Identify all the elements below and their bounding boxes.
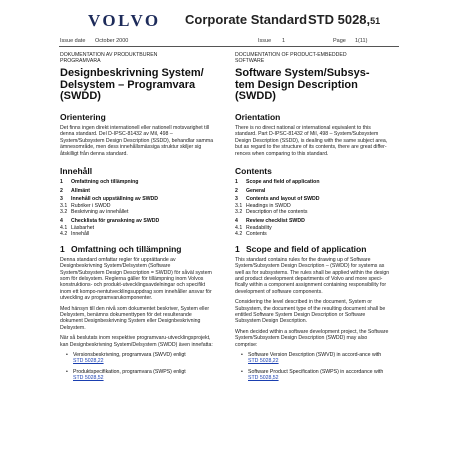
toc-item[interactable] bbox=[60, 188, 215, 195]
toc-label: Review checklist SWDD bbox=[246, 217, 305, 224]
issue-date-label: Issue date bbox=[60, 38, 86, 44]
toc-number: 3.1 bbox=[235, 202, 243, 209]
table-of-contents bbox=[235, 179, 390, 238]
toc-label: Scope and field of application bbox=[246, 178, 320, 185]
toc-number: 4 bbox=[60, 217, 63, 224]
toc-number: 3 bbox=[60, 196, 63, 203]
toc-item[interactable] bbox=[235, 231, 390, 238]
std-link[interactable]: STD 5028,52 bbox=[248, 375, 279, 382]
toc-heading: Contents bbox=[235, 165, 272, 176]
orientation-text: There is no direct national or international equivalent to this standard. Part D-IPSC-81432 of Mil, 498 – System/Subsystem Design Description (SSDD), is dealing with the same subject area, but as regard to the structure of its contents, there are great differ-rences when comparing to this standard. bbox=[235, 124, 388, 157]
std-link[interactable]: STD 5028,22 bbox=[73, 358, 104, 365]
section-title: Omfattning och tillämpning bbox=[71, 243, 182, 254]
toc-item[interactable] bbox=[60, 196, 215, 203]
orientation-heading: Orientation bbox=[235, 111, 281, 122]
issue-label: Issue bbox=[258, 38, 272, 44]
section-number: 1 bbox=[60, 243, 65, 254]
toc-number: 3.2 bbox=[60, 209, 68, 216]
body-paragraph: When decided within a software development project, the Software System/Subsystem Design Description (SWDD) may also comprise: bbox=[235, 328, 389, 348]
section-1-heading bbox=[235, 244, 390, 254]
section-number: 1 bbox=[235, 243, 240, 254]
toc-number: 4.1 bbox=[235, 224, 243, 231]
issue-date-value: October 2000 bbox=[95, 38, 129, 44]
orientation-text: Det finns ingen direkt internationell eller nationell motsvarighet till denna standard. Del D-IPSC-81432 av Mil, 498 – System/Subsystem Design Description (SSDD), behandlar samma ämnesområde, men dess innehållsmässiga struktur skiljer sig åtskilligt från denna standard. bbox=[60, 124, 214, 157]
std-link[interactable]: STD 5028,22 bbox=[248, 358, 279, 365]
toc-number: 2 bbox=[235, 187, 238, 194]
title-line: Delsystem – Programvara bbox=[60, 78, 196, 91]
toc-label: Allmänt bbox=[71, 187, 91, 194]
standard-type-title: Corporate Standard bbox=[185, 12, 308, 27]
toc-label: Contents bbox=[246, 231, 267, 238]
toc-label: Läsbarhet bbox=[71, 224, 95, 231]
toc-number: 4 bbox=[235, 217, 238, 224]
toc-item[interactable] bbox=[235, 196, 390, 203]
table-of-contents bbox=[60, 179, 215, 238]
page-label: Page bbox=[333, 38, 346, 44]
standard-number bbox=[308, 12, 380, 27]
list-item-text: Versionsbeskrivning, programvara (SWVD) enligt bbox=[73, 351, 186, 358]
toc-item[interactable] bbox=[235, 188, 390, 195]
toc-number: 3 bbox=[235, 196, 238, 203]
list-item bbox=[241, 352, 390, 365]
body-paragraph: Med hänsyn till den nivå som dokumentet beskriver, System eller Delsystem, benämns dokumenttypen för det resulterande dokument Designbeskrivning System eller Designbeskrivning Delsystem. bbox=[60, 305, 210, 331]
body-paragraph: Considering the level described in the document, System or Subsystem, the document type of the resulting document shall be entitled Software System Design Description or Software Subsystem Design Description. bbox=[235, 299, 386, 325]
toc-number: 2 bbox=[60, 187, 63, 194]
header-divider bbox=[59, 46, 399, 47]
body-paragraph: This standard contains rules for the drawing up of Software System/Subsystem Design Description – (SWDD) for systems as well as for subsystems. The rules shall be applied within the design and product development departments of Volvo and more speci-fically within a component assignment containing responsibility for development of software components. bbox=[235, 256, 390, 295]
toc-item[interactable] bbox=[235, 203, 390, 210]
standard-number-version: 51 bbox=[370, 16, 381, 26]
body-paragraph: När så beslutats inom respektive programvaru-utvecklingsprojekt, kan Designbeskrivning System/Delsystem (SWDD) även innefatta: bbox=[60, 335, 213, 348]
page-value: 1(11) bbox=[355, 38, 368, 44]
toc-label: Rubriker i SWDD bbox=[71, 202, 111, 209]
issue-value: 1 bbox=[282, 38, 286, 44]
toc-label: Beskrivning av innehållet bbox=[71, 209, 129, 216]
toc-item[interactable] bbox=[60, 209, 215, 216]
toc-label: Innehåll bbox=[71, 231, 90, 238]
toc-label: Omfattning och tillämpning bbox=[71, 178, 139, 185]
toc-label: Description of the contents bbox=[246, 209, 308, 216]
toc-item[interactable] bbox=[235, 218, 390, 225]
english-column bbox=[235, 52, 390, 386]
std-link[interactable]: STD 5028,52 bbox=[73, 375, 104, 382]
toc-number: 1 bbox=[235, 178, 238, 185]
document-title bbox=[60, 68, 215, 103]
list-item bbox=[241, 369, 390, 382]
toc-label: Readability bbox=[246, 224, 272, 231]
toc-label: General bbox=[246, 187, 266, 194]
toc-number: 4.2 bbox=[235, 231, 243, 238]
title-line: (SWDD) bbox=[60, 90, 101, 103]
volvo-logo: VOLVO bbox=[88, 11, 161, 30]
toc-label: Headings in SWDD bbox=[246, 202, 291, 209]
standard-number-main: STD 5028, bbox=[308, 12, 371, 27]
toc-label: Innehåll och uppställning av SWDD bbox=[71, 196, 159, 203]
toc-number: 1 bbox=[60, 178, 63, 185]
list-item-text: Software Version Description (SWVD) in accord-ance with bbox=[248, 351, 382, 358]
doc-category-label: SOFTWARE bbox=[235, 58, 265, 65]
toc-label: Contents and layout of SWDD bbox=[246, 196, 320, 203]
toc-item[interactable] bbox=[60, 179, 215, 186]
title-line: Designbeskrivning System/ bbox=[60, 67, 204, 80]
title-line: Software System/Subsys- bbox=[235, 67, 370, 80]
doc-category-label: PROGRAMVARA bbox=[60, 58, 101, 65]
list-item bbox=[66, 352, 215, 365]
doc-category-label: DOKUMENTATION AV PRODUKTBUREN bbox=[60, 52, 158, 58]
toc-item[interactable] bbox=[60, 231, 215, 238]
bullet-icon: • bbox=[241, 351, 243, 358]
swedish-column bbox=[60, 52, 215, 386]
bullet-icon: • bbox=[66, 351, 68, 358]
body-paragraph: Denna standard omfattar regler för upprättande av Designbeskrivning System/Delsystem (Software System/Subsystem Design Description = SWDD) för såväl system som för delsystem. Reglerna gäller för tillämpning inom Volvos konstruktions- och produkt-utvecklingsavdelningar och specifikt inom ett kompo-nentutvecklingsuppdrag som innehåller ansvar för utveckling av programvarukomponenter. bbox=[60, 256, 212, 302]
toc-heading: Innehåll bbox=[60, 165, 93, 176]
bullet-icon: • bbox=[241, 368, 243, 375]
toc-item[interactable] bbox=[60, 218, 215, 225]
list-item-text: Produktspecifikation, programvara (SWPS) enligt bbox=[73, 368, 186, 375]
bullet-icon: • bbox=[66, 368, 68, 375]
title-line: (SWDD) bbox=[235, 90, 276, 103]
toc-number: 3.1 bbox=[60, 202, 68, 209]
section-1-heading bbox=[60, 244, 215, 254]
toc-number: 4.1 bbox=[60, 224, 68, 231]
toc-number: 3.2 bbox=[235, 209, 243, 216]
section-title: Scope and field of application bbox=[246, 243, 367, 254]
toc-item[interactable] bbox=[235, 179, 390, 186]
toc-item[interactable] bbox=[235, 225, 390, 232]
toc-number: 4.2 bbox=[60, 231, 68, 238]
doc-category-label: DOCUMENTATION OF PRODUCT-EMBEDDED bbox=[235, 52, 347, 58]
list-item-text: Software Product Specification (SWPS) in accordance with bbox=[248, 368, 384, 375]
toc-item[interactable] bbox=[235, 209, 390, 216]
title-line: tem Design Description bbox=[235, 78, 358, 91]
orientation-heading: Orientering bbox=[60, 111, 106, 122]
document-title bbox=[235, 68, 390, 103]
toc-label: Checklista för granskning av SWDD bbox=[71, 217, 160, 224]
list-item bbox=[66, 369, 215, 382]
